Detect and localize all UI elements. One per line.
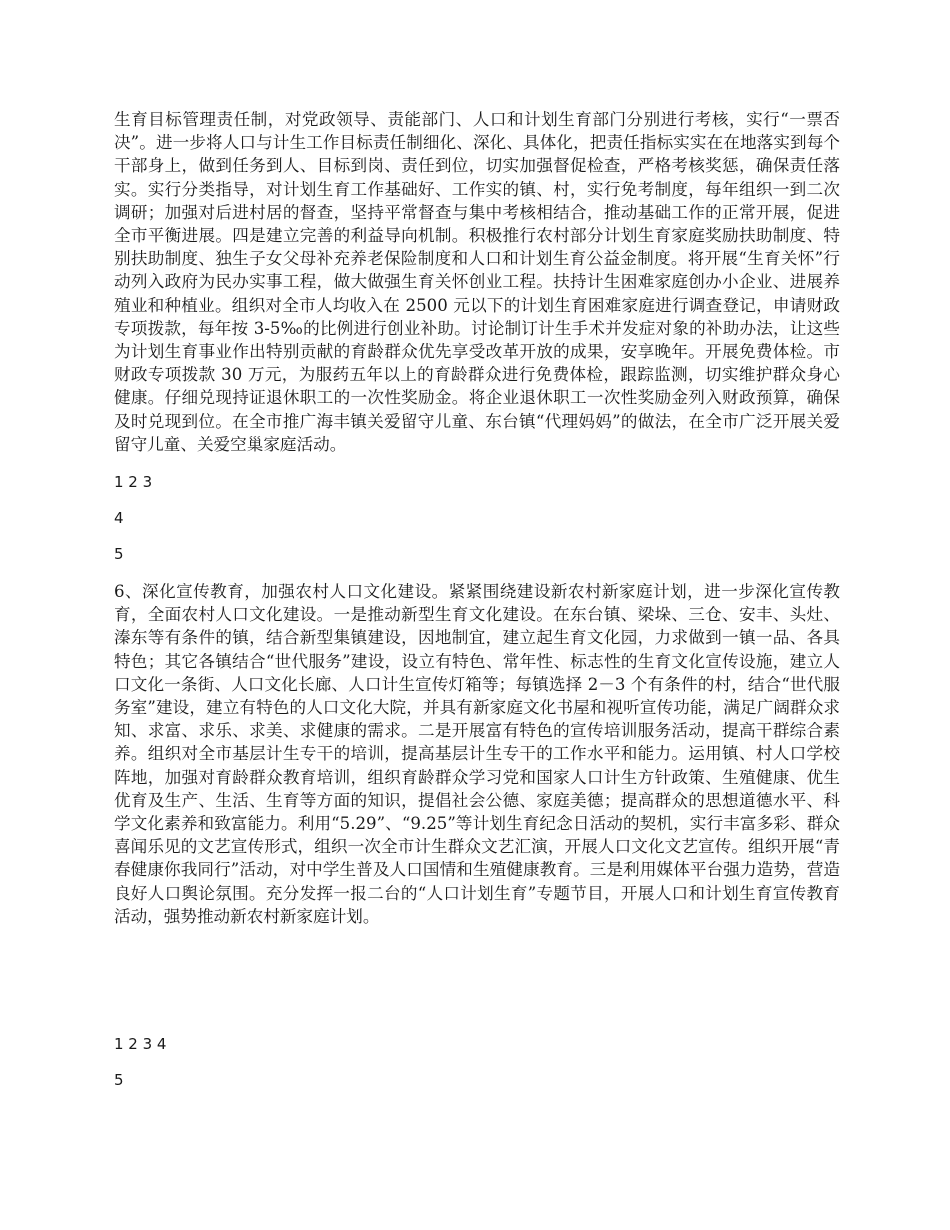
number-line-3: 5 <box>114 545 124 563</box>
document-page <box>114 108 840 1092</box>
body-paragraph-2: 6、深化宣传教育，加强农村人口文化建设。紧紧围绕建设新农村新家庭计划，进一步深化宣传教育，全面农村人口文化建设。一是推动新型生育文化建设。在东台镇、梁垛、三仓、安丰、头灶、溱东等有条件的镇，结合新型集镇建设，因地制宜，建立起生育文化园，力求做到一镇一品、各具特色；其它各镇结合“世代服务”建设，设立有特色、常年性、标志性的生育文化宣传设施，建立人口文化一条街、人口文化长廊、人口计生宣传灯箱等；每镇选择 2－3 个有条件的村，结合“世代服务室”建设，建立有特色的人口文化大院，并具有新家庭文化书屋和视听宣传功能，满足广阔群众求知、求富、求乐、求美、求健康的需求。二是开展富有特色的宣传培训服务活动，提高干群综合素养。组织对全市基层计生专干的培训，提高基层计生专干的工作水平和能力。运用镇、村人口学校阵地，加强对育龄群众教育培训，组织育龄群众学习党和国家人口计生方针政策、生殖健康、优生优育及生产、生活、生育等方面的知识，提倡社会公德、家庭美德；提高群众的思想道德水平、科学文化素养和致富能力。利用“5.29”、“9.25”等计划生育纪念日活动的契机，实行丰富多彩、群众喜闻乐见的文艺宣传形式，组织一次全市计生群众文艺汇演，开展人口文化文艺宣传。组织开展“青春健康你我同行”活动，对中学生普及人口国情和生殖健康教育。三是利用媒体平台强力造势，营造良好人口舆论氛围。充分发挥一报二台的“人口计划生育”专题节目，开展人口和计划生育宣传教育活动，强势推动新农村新家庭计划。 <box>114 582 840 926</box>
body-paragraph-1: 生育目标管理责任制，对党政领导、责能部门、人口和计划生育部门分别进行考核，实行“一票否决”。进一步将人口与计生工作目标责任制细化、深化、具体化，把责任指标实实在在地落实到每个干部身上，做到任务到人、目标到岗、责任到位，切实加强督促检查，严格考核奖惩，确保责任落实。实行分类指导，对计划生育工作基础好、工作实的镇、村，实行免考制度，每年组织一到二次调研；加强对后进村居的督查，坚持平常督查与集中考核相结合，推动基础工作的正常开展，促进全市平衡进展。四是建立完善的利益导向机制。积极推行农村部分计划生育家庭奖励扶助制度、特别扶助制度、独生子女父母补充养老保险制度和人口和计划生育公益金制度。将开展“生育关怀”行动列入政府为民办实事工程，做大做强生育关怀创业工程。扶持计生困难家庭创办小企业、进展养殖业和种植业。组织对全市人均收入在 2500 元以下的计划生育困难家庭进行调查登记，申请财政专项拨款，每年按 3-5‰的比例进行创业补助。讨论制订计生手术并发症对象的补助办法，让这些为计划生育事业作出特别贡献的育龄群众优先享受改革开放的成果，安享晚年。开展免费体检。市财政专项拨款 30 万元，为服药五年以上的育龄群众进行免费体检，跟踪监测，切实维护群众身心健康。仔细兑现持证退休职工的一次性奖励金。将企业退休职工一次性奖励金列入财政预算，确保及时兑现到位。在全市推广海丰镇关爱留守儿童、东台镇“代理妈妈”的做法，在全市广泛开展关爱留守儿童、关爱空巢家庭活动。 <box>114 110 840 454</box>
number-line-1: 1 2 3 <box>114 473 153 491</box>
number-line-5: 5 <box>114 1071 124 1089</box>
number-line-2: 4 <box>114 509 124 527</box>
number-line-4: 1 2 3 4 <box>114 1035 167 1053</box>
